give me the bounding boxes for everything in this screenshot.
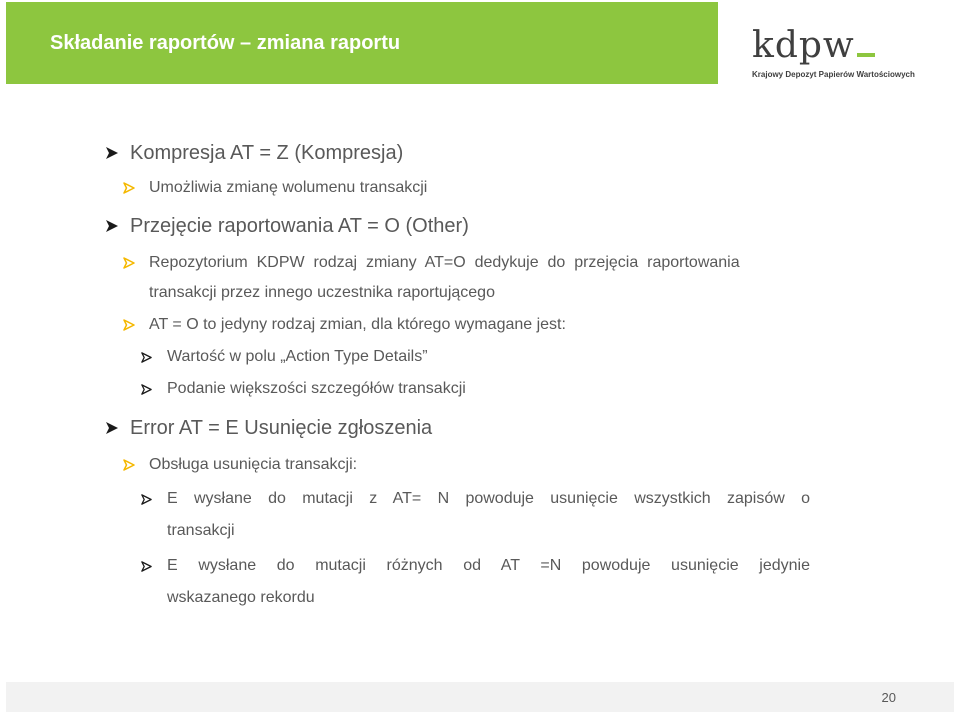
kdpw-logo <box>752 25 915 79</box>
arrow-bullet-icon <box>140 351 153 364</box>
bullet-obsluga: Obsługa usunięcia transakcji: <box>149 456 358 473</box>
bullet-e-wyslane-1-line1: E wysłane do mutacji z AT= N powoduje usunięcie wszystkich zapisów o <box>167 490 810 507</box>
bullet-kompresja-desc: Umożliwia zmianę wolumenu transakcji <box>149 179 428 196</box>
bullet-e-wyslane-1-line2: transakcji <box>167 522 235 539</box>
footer-band <box>6 682 954 712</box>
bullet-error: Error AT = E Usunięcie zgłoszenia <box>130 417 433 439</box>
bullet-wartosc: Wartość w polu „Action Type Details” <box>167 348 428 365</box>
page-number: 20 <box>881 690 896 705</box>
arrow-bullet-outline-icon <box>122 256 136 270</box>
bullet-at-o: AT = O to jedyny rodzaj zmian, dla którego wymagane jest: <box>149 316 566 333</box>
page-title: Składanie raportów – zmiana raportu <box>50 32 401 54</box>
arrow-bullet-icon <box>104 218 120 234</box>
bullet-repozytorium-line1: Repozytorium KDPW rodzaj zmiany AT=O dedykuje do przejęcia raportowania <box>149 254 740 271</box>
bullet-kompresja: Kompresja AT = Z (Kompresja) <box>130 142 404 164</box>
arrow-bullet-outline-icon <box>122 458 136 472</box>
arrow-bullet-icon <box>140 383 153 396</box>
bullet-przejecie: Przejęcie raportowania AT = O (Other) <box>130 215 469 237</box>
logo-mark: kdpw <box>752 25 855 66</box>
bullet-e-wyslane-2-line1: E wysłane do mutacji różnych od AT =N powoduje usunięcie jedynie <box>167 557 810 574</box>
arrow-bullet-outline-icon <box>122 181 136 195</box>
bullet-podanie: Podanie większości szczegółów transakcji <box>167 380 466 397</box>
arrow-bullet-icon <box>140 560 153 573</box>
logo-underscore <box>857 53 875 57</box>
bullet-repozytorium-line2: transakcji przez innego uczestnika raportującego <box>149 284 495 301</box>
logo-subtitle: Krajowy Depozyt Papierów Wartościowych <box>752 70 915 79</box>
arrow-bullet-icon <box>104 420 120 436</box>
arrow-bullet-icon <box>104 145 120 161</box>
bullet-e-wyslane-2-line2: wskazanego rekordu <box>167 589 315 606</box>
arrow-bullet-outline-icon <box>122 318 136 332</box>
arrow-bullet-icon <box>140 493 153 506</box>
